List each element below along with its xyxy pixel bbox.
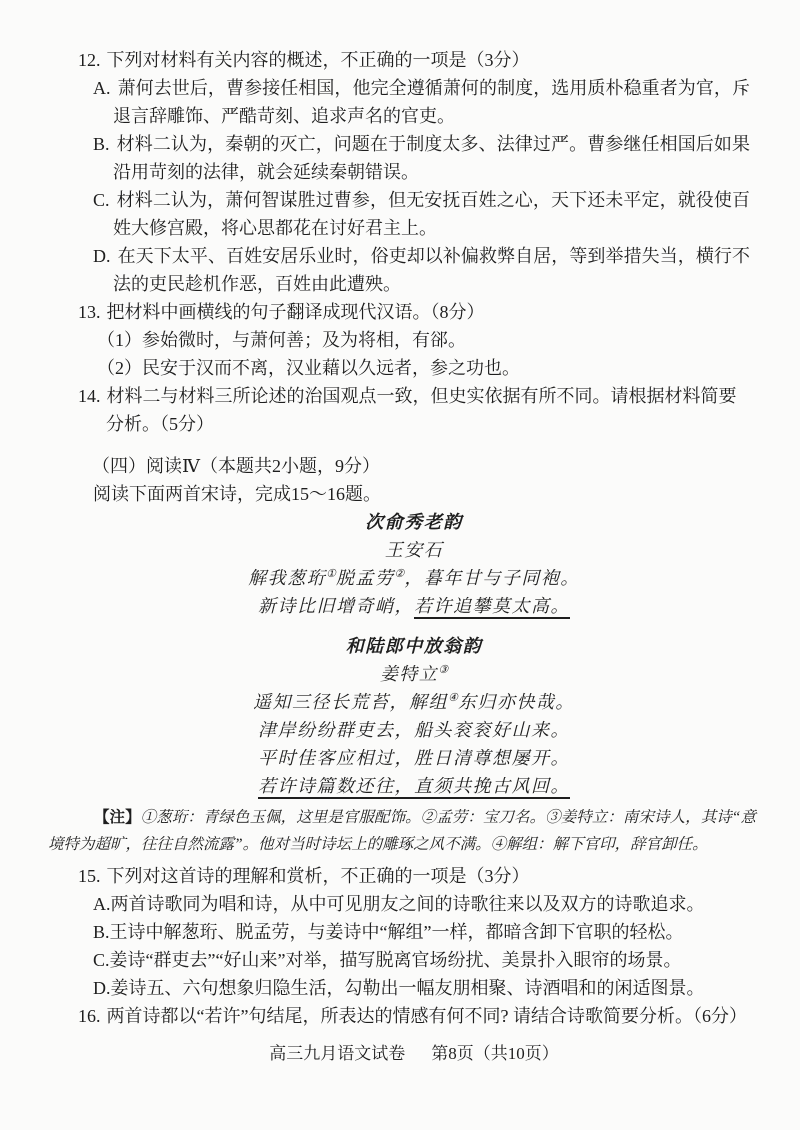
poem-2-author: [78, 660, 750, 688]
poem-1-line-1: [78, 564, 750, 592]
option-a-text: 两首诗歌同为唱和诗，从中可见朋友之间的诗歌往来以及双方的诗歌追求。: [110, 894, 705, 914]
question-14-number: 14.: [78, 386, 101, 406]
option-d-label: D.: [93, 978, 111, 998]
option-a-text: 萧何去世后，曹参接任相国，他完全遵循萧何的制度，选用质朴稳重者为官，斥退言辞雕饰、严酷苛刻、追求声名的官吏。: [113, 78, 750, 126]
poem-1-line-2-underlined: 若许追攀莫太高。: [414, 596, 570, 616]
poem-2: [78, 632, 750, 800]
option-b-text: 王诗中解葱珩、脱孟劳，与姜诗中“解组”一样，都暗含卸下官职的轻松。: [109, 922, 684, 942]
question-13-item-2: （2）民安于汉而不离，汉业藉以久远者，参之功也。: [97, 358, 520, 378]
question-13-stem-text: 把材料中画横线的句子翻译成现代汉语。（8分）: [106, 302, 485, 322]
section-4-heading: （四）阅读Ⅳ（本题共2小题，9分）: [92, 456, 380, 476]
option-a-label: A.: [93, 894, 111, 914]
option-b-text: 材料二认为，秦朝的灭亡，问题在于制度太多、法律过严。曹参继任相国后如果沿用苛刻的法律，就会延续秦朝错误。: [113, 134, 750, 182]
option-d-label: D.: [93, 246, 111, 266]
footnote-ref-4: ④: [448, 692, 458, 704]
question-12-option-d: [93, 242, 750, 298]
poem-2-line-4: [78, 772, 750, 800]
poem-2-line-1: [78, 688, 750, 716]
question-12-number: 12.: [78, 50, 101, 70]
question-15: [78, 862, 750, 1002]
question-16-stem: [78, 1002, 750, 1030]
note-label: 【注】: [94, 809, 141, 826]
poem-2-line-3: 平时佳客应相过，胜日清尊想屡开。: [258, 748, 570, 768]
page-footer: [78, 1040, 750, 1068]
poem-1-author: 王安石: [384, 540, 444, 560]
note-text: ①葱珩：青绿色玉佩，这里是官服配饰。②孟劳：宝刀名。③姜特立：南宋诗人，其诗“意境特为超旷，往往自然流露”。他对当时诗坛上的雕琢之风不满。④解组：解下官印，辞官卸任。: [48, 809, 756, 853]
poem-1-line-1-text: 脱孟劳: [336, 568, 395, 588]
footer-exam-title: 高三九月语文试卷: [269, 1044, 406, 1063]
footnote-ref-2: ②: [394, 568, 405, 580]
question-13: [78, 298, 750, 382]
question-15-number: 15.: [78, 866, 101, 886]
question-12-option-a: [93, 74, 750, 130]
option-c-label: C.: [93, 950, 110, 970]
poem-1: [78, 508, 750, 620]
option-d-text: 在天下太平、百姓安居乐业时，俗吏却以补偏救弊自居，等到举措失当，横行不法的吏民趁机作恶，百姓由此遭殃。: [113, 246, 750, 294]
poem-1-line-1-text: 解我葱珩: [248, 568, 327, 588]
question-16: [78, 1002, 750, 1030]
question-16-number: 16.: [78, 1006, 101, 1026]
question-15-option-d: [93, 974, 750, 1002]
poem-footnotes: [48, 804, 756, 858]
option-b-label: B.: [93, 134, 110, 154]
question-15-option-c: [93, 946, 750, 974]
question-12-option-b: [93, 130, 750, 186]
poem-1-line-2: [78, 592, 750, 620]
question-13-number: 13.: [78, 302, 101, 322]
option-c-text: 姜诗“群吏去”“好山来”对举，描写脱离官场纷扰、美景扑入眼帘的场景。: [109, 950, 682, 970]
option-a-label: A.: [93, 78, 111, 98]
option-b-label: B.: [93, 922, 110, 942]
poem-1-title: 次俞秀老韵: [365, 512, 463, 532]
question-14-stem: [78, 382, 750, 438]
poem-2-line-1-text: 东归亦快哉。: [457, 692, 575, 712]
poem-2-line-1-text: 遥知三径长荒苔，解组: [253, 692, 449, 712]
question-12-stem-text: 下列对材料有关内容的概述，不正确的一项是（3分）: [106, 50, 530, 70]
question-16-stem-text: 两首诗都以“若许”句结尾，所表达的情感有何不同? 请结合诗歌简要分析。（6分）: [106, 1006, 747, 1026]
question-13-stem: [78, 298, 750, 326]
question-15-option-b: [93, 918, 750, 946]
option-c-label: C.: [93, 190, 110, 210]
question-12-option-c: [93, 186, 750, 242]
question-14: [78, 382, 750, 438]
footnote-ref-1: ①: [326, 568, 336, 580]
poem-2-author-name: 姜特立: [379, 664, 439, 684]
question-12-stem: [78, 46, 750, 74]
question-13-item-1: （1）参始微时，与萧何善；及为将相，有郤。: [97, 330, 466, 350]
reading-section-4: [48, 452, 756, 858]
footnote-ref-3: ③: [438, 664, 449, 676]
poem-2-title: 和陆郎中放翁韵: [345, 636, 483, 656]
poem-1-line-1-text: ，暮年甘与子同袍。: [404, 568, 580, 588]
question-15-stem-text: 下列对这首诗的理解和赏析，不正确的一项是（3分）: [106, 866, 530, 886]
question-12: [78, 46, 750, 298]
section-4-intro: 阅读下面两首宋诗，完成15～16题。: [93, 484, 381, 504]
question-15-option-a: [93, 890, 750, 918]
option-d-text: 姜诗五、六句想象归隐生活，勾勒出一幅友朋相聚、诗酒唱和的闲适图景。: [110, 978, 705, 998]
question-14-stem-text: 材料二与材料三所论述的治国观点一致，但史实依据有所不同。请根据材料简要分析。（5分）: [106, 386, 737, 434]
poem-1-line-2-text: 新诗比旧增奇峭，: [258, 596, 414, 616]
poem-2-line-2: 津岸纷纷群吏去，船头衮衮好山来。: [258, 720, 570, 740]
question-15-stem: [78, 862, 750, 890]
footer-page-number: 第8页（共10页）: [431, 1044, 559, 1063]
poem-2-line-4-underlined: 若许诗篇数还往，直须共挽古风回。: [258, 776, 570, 796]
option-c-text: 材料二认为，萧何智谋胜过曹参，但无安抚百姓之心，天下还未平定，就役使百姓大修宫殿，将心思都花在讨好君主上。: [113, 190, 750, 238]
